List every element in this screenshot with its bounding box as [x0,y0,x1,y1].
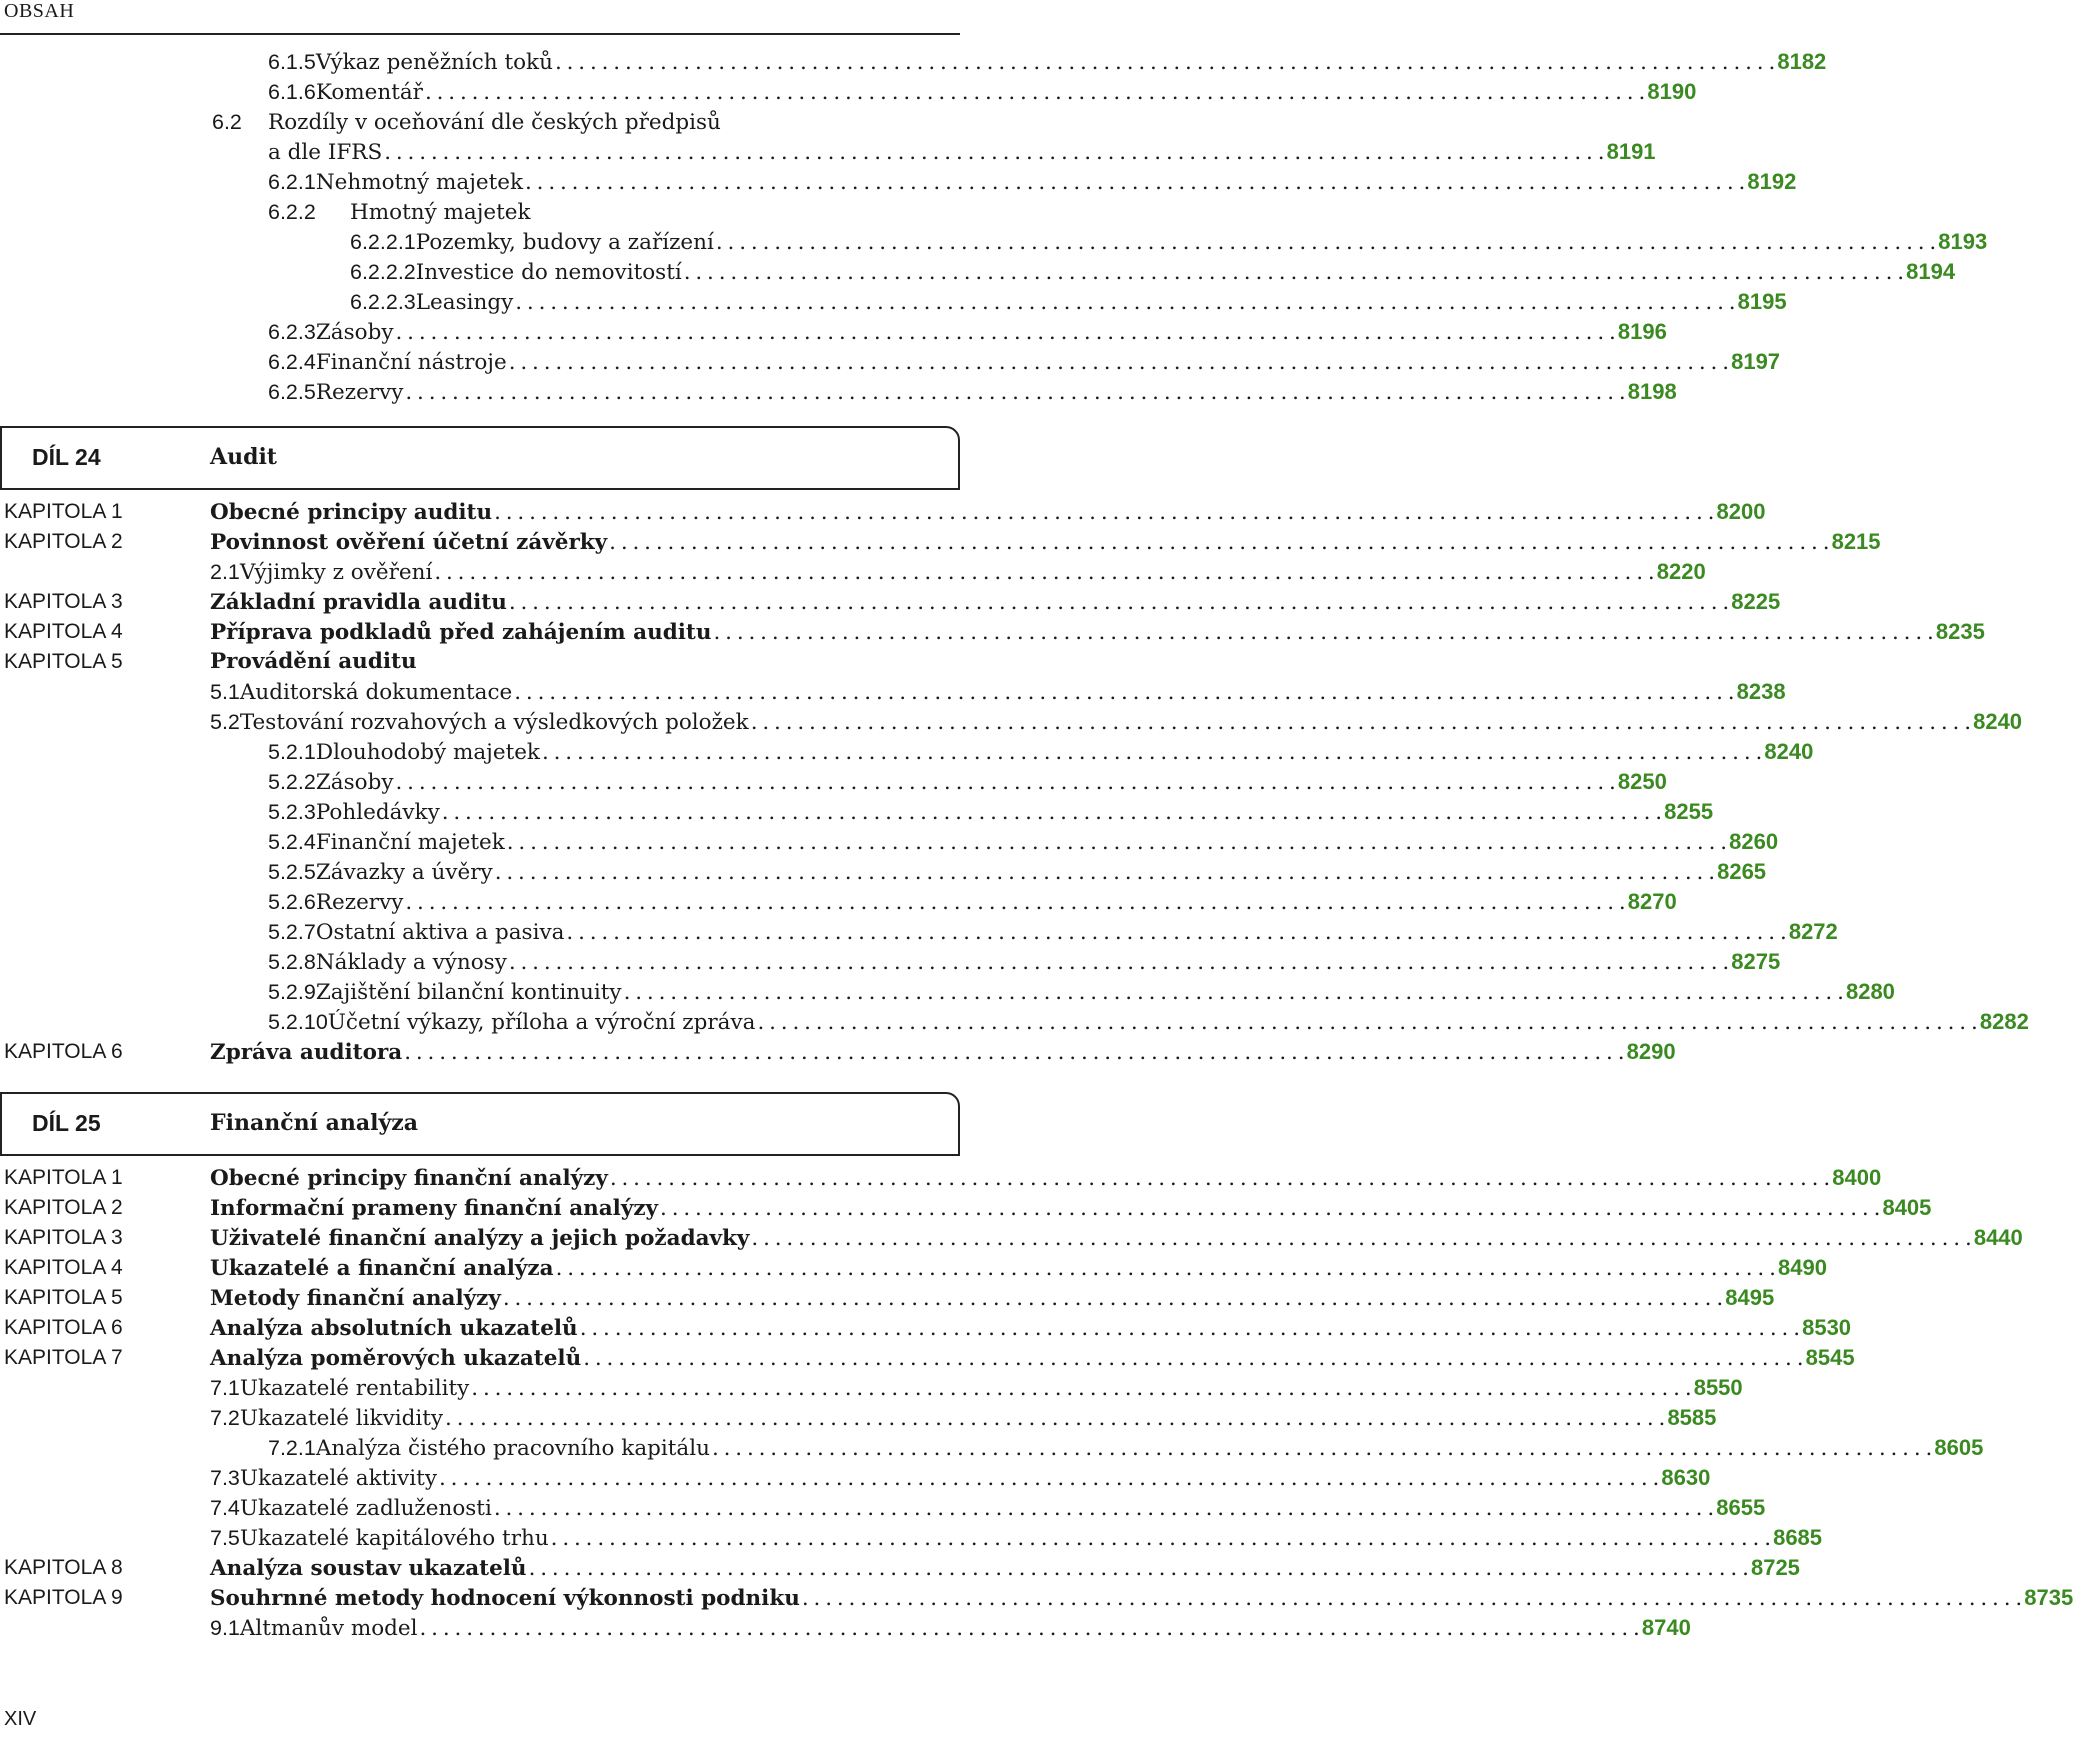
entry-title: Analýza poměrových ukazatelů [210,1346,582,1371]
entry-page-number: 8440 [1973,1225,2023,1250]
chapter-label: KAPITOLA 4 [4,620,123,643]
toc-entry[interactable] [268,377,1677,407]
entry-page-number: 8215 [1831,529,1881,554]
dot-leader [556,1254,1775,1284]
toc-entry[interactable] [268,167,1797,197]
dot-leader [445,1404,1664,1434]
dot-leader [509,348,1728,378]
entry-page-number: 8200 [1716,499,1766,524]
part-title: Finanční analýza [210,1110,419,1136]
entry-page-number: 8685 [1773,1525,1823,1550]
entry-number: 5.2.6 [268,890,316,914]
part-heading [0,426,960,490]
dot-leader [439,1464,1658,1494]
entry-title: Altmanův model [239,1616,418,1641]
dot-leader [660,1194,1879,1224]
dot-leader [507,828,1726,858]
entry-page-number: 8545 [1805,1345,1855,1370]
entry-title: Zajištění bilanční kontinuity [315,980,622,1005]
header-rule [0,33,960,35]
entry-title: Výjimky z ověření [239,560,433,585]
chapter-label: KAPITOLA 1 [4,1166,123,1189]
entry-title: Závazky a úvěry [315,860,493,885]
entry-title: Investice do nemovitostí [415,260,682,285]
entry-page-number: 8235 [1935,619,1985,644]
entry-number: 5.2.7 [268,920,316,944]
entry-title: Informační prameny finanční analýzy [210,1196,659,1221]
dot-leader [515,288,1734,318]
entry-title: Nehmotný majetek [315,170,523,195]
entry-number: 7.3 [210,1466,240,1490]
part-title: Audit [210,444,277,470]
dot-leader [751,1224,1970,1254]
chapter-label: KAPITOLA 3 [4,590,123,613]
entry-page-number: 8225 [1731,589,1781,614]
entry-number: 5.2.8 [268,950,316,974]
entry-page-number: 8400 [1832,1165,1882,1190]
entry-page-number: 8196 [1617,319,1667,344]
entry-number: 5.2.4 [268,830,316,854]
entry-title: Dlouhodobý majetek [315,740,540,765]
dot-leader [802,1584,2021,1614]
entry-title: Ukazatelé kapitálového trhu [239,1526,549,1551]
entry-title: Pozemky, budovy a zařízení [415,230,714,255]
toc-entry[interactable] [210,1403,1717,1433]
toc-entry[interactable] [268,47,1827,77]
entry-title: Zpráva auditora [210,1040,403,1065]
dot-leader [716,228,1935,258]
entry-number: 5.2.3 [268,800,316,824]
dot-leader [405,378,1624,408]
entry-number: 9.1 [210,1616,240,1640]
toc-entry[interactable] [210,647,950,677]
entry-title: Účetní výkazy, příloha a výroční zpráva [327,1010,756,1035]
entry-title: Hmotný majetek [350,200,531,225]
entry-number: 6.2.2.1 [350,230,416,254]
toc-entry[interactable] [210,1463,1711,1493]
toc-entry[interactable] [350,257,1956,287]
toc-entry[interactable] [210,1313,1852,1343]
entry-number: 6.2.2 [268,200,316,224]
entry-page-number: 8250 [1617,769,1667,794]
dot-leader [434,558,1653,588]
dot-leader [495,858,1714,888]
entry-title: Ukazatelé zadluženosti [239,1496,492,1521]
part-label: DÍL 25 [32,1110,101,1136]
entry-title: Rozdíly v oceňování dle českých předpisů [268,110,721,135]
entry-number: 7.1 [210,1376,240,1400]
toc-entry[interactable] [210,1523,1823,1553]
entry-title: Výkaz peněžních toků [315,50,553,75]
entry-number: 5.2.1 [268,740,316,764]
entry-page-number: 8190 [1647,79,1697,104]
entry-page-number: 8193 [1938,229,1988,254]
entry-title: a dle IFRS [268,140,383,165]
entry-page-number: 8191 [1606,139,1656,164]
toc-entry[interactable] [210,1037,1676,1067]
dot-leader [551,1524,1770,1554]
chapter-label: KAPITOLA 3 [4,1226,123,1249]
dot-leader [395,768,1614,798]
dot-leader [714,618,1933,648]
entry-page-number: 8197 [1731,349,1781,374]
running-header [0,0,960,33]
toc-entry[interactable] [268,917,1838,947]
entry-page-number: 8240 [1973,709,2023,734]
toc-entry[interactable] [268,977,1895,1007]
entry-title: Zásoby [315,770,394,795]
entry-title: Pohledávky [315,800,440,825]
entry-page-number: 8238 [1736,679,1786,704]
entry-page-number: 8585 [1667,1405,1717,1430]
entry-title: Finanční majetek [315,830,505,855]
entry-page-number: 8282 [1979,1009,2029,1034]
toc-entry[interactable] [268,797,1714,827]
entry-page-number: 8192 [1747,169,1797,194]
entry-page-number: 8265 [1717,859,1767,884]
part-label: DÍL 24 [32,444,101,470]
toc-entry[interactable] [268,737,1814,767]
chapter-label: KAPITOLA 1 [4,500,123,523]
entry-page-number: 8630 [1661,1465,1711,1490]
entry-page-number: 8530 [1802,1315,1852,1340]
toc-entry[interactable] [268,887,1677,917]
header-label: OBSAH [4,0,75,22]
chapter-label: KAPITOLA 6 [4,1316,123,1339]
entry-number: 5.2.2 [268,770,316,794]
toc-entry[interactable] [268,317,1667,347]
dot-leader [751,708,1970,738]
entry-number: 6.2.1 [268,170,316,194]
toc-entry[interactable] [210,1163,1882,1193]
entry-title: Ukazatelé a finanční analýza [210,1256,554,1281]
entry-title: Ostatní aktiva a pasiva [315,920,565,945]
toc-entry[interactable] [210,1553,1800,1583]
entry-page-number: 8290 [1626,1039,1676,1064]
entry-title: Auditorská dokumentace [239,680,513,705]
entry-title: Souhrnné metody hodnocení výkonnosti podniku [210,1586,800,1611]
entry-page-number: 8490 [1777,1255,1827,1280]
entry-page-number: 8220 [1656,559,1706,584]
toc-entry[interactable] [210,1373,1743,1403]
toc-entry[interactable] [210,1223,2023,1253]
toc-entry[interactable] [268,857,1767,887]
dot-leader [609,528,1828,558]
dot-leader [542,738,1761,768]
chapter-label: KAPITOLA 5 [4,1286,123,1309]
entry-page-number: 8260 [1729,829,1779,854]
toc-entry[interactable] [210,1253,1827,1283]
entry-number: 6.2.5 [268,380,316,404]
entry-page-number: 8605 [1934,1435,1984,1460]
entry-page-number: 8280 [1845,979,1895,1004]
entry-number: 5.2.10 [268,1010,328,1034]
entry-title: Základní pravidla auditu [210,590,507,615]
dot-leader [494,498,1713,528]
chapter-label: KAPITOLA 9 [4,1586,123,1609]
entry-number: 6.2.2.2 [350,260,416,284]
chapter-label: KAPITOLA 2 [4,1196,123,1219]
dot-leader [420,1614,1639,1644]
entry-title: Analýza absolutních ukazatelů [210,1316,578,1341]
entry-title: Analýza čistého pracovního kapitálu [315,1436,710,1461]
entry-title: Ukazatelé likvidity [239,1406,444,1431]
page-number: XIV [4,1708,37,1730]
entry-number: 6.2.4 [268,350,316,374]
toc-entry[interactable] [210,557,1706,587]
entry-title: Zásoby [315,320,394,345]
toc-entry[interactable] [268,347,1781,377]
toc-entry[interactable] [210,1493,1766,1523]
dot-leader [580,1314,1799,1344]
chapter-label: KAPITOLA 7 [4,1346,123,1369]
toc-entry[interactable] [210,497,1766,527]
entry-number: 6.2.2.3 [350,290,416,314]
entry-page-number: 8240 [1764,739,1814,764]
entry-title: Ukazatelé rentability [239,1376,470,1401]
entry-page-number: 8182 [1777,49,1827,74]
dot-leader [525,168,1744,198]
entry-page-number: 8405 [1882,1195,1932,1220]
dot-leader [684,258,1903,288]
toc-entry[interactable] [210,617,1985,647]
toc-entry[interactable] [210,677,1786,707]
entry-page-number: 8725 [1750,1555,1800,1580]
chapter-label: KAPITOLA 8 [4,1556,123,1579]
dot-leader [610,1164,1829,1194]
entry-page-number: 8195 [1737,289,1787,314]
dot-leader [529,1554,1748,1584]
entry-page-number: 8735 [2024,1585,2073,1610]
dot-leader [494,1494,1713,1524]
toc-entry[interactable] [268,137,1656,167]
entry-number: 7.5 [210,1526,240,1550]
toc-entry[interactable] [210,707,2023,737]
dot-leader [509,948,1728,978]
entry-number: 6.2.3 [268,320,316,344]
entry-title: Rezervy [315,380,404,405]
entry-title: Leasingy [415,290,514,315]
entry-number: 6.1.6 [268,80,316,104]
dot-leader [712,1434,1931,1464]
entry-number: 7.2 [210,1406,240,1430]
entry-title: Analýza soustav ukazatelů [210,1556,527,1581]
entry-page-number: 8740 [1641,1615,1691,1640]
entry-number: 5.1 [210,680,240,704]
entry-title: Metody finanční analýzy [210,1286,501,1311]
dot-leader [566,918,1785,948]
dot-leader [442,798,1661,828]
toc-entry[interactable] [268,1007,2029,1037]
toc-entry[interactable] [268,197,950,227]
entry-title: Příprava podkladů před zahájením auditu [210,620,712,645]
toc-entry[interactable] [268,77,1697,107]
toc-entry[interactable] [268,767,1667,797]
dot-leader [395,318,1614,348]
entry-page-number: 8275 [1731,949,1781,974]
dot-leader [503,1284,1722,1314]
entry-title: Finanční nástroje [315,350,507,375]
toc-entry[interactable] [268,827,1779,857]
dot-leader [555,48,1774,78]
entry-page-number: 8655 [1716,1495,1766,1520]
entry-number: 6.2 [212,110,242,134]
dot-leader [514,678,1733,708]
entry-number: 5.2.9 [268,980,316,1004]
entry-page-number: 8495 [1725,1285,1775,1310]
entry-title: Komentář [315,80,423,105]
entry-page-number: 8194 [1906,259,1956,284]
dot-leader [404,1038,1623,1068]
toc-entry[interactable] [210,1343,1855,1373]
dot-leader [757,1008,1976,1038]
chapter-label: KAPITOLA 4 [4,1256,123,1279]
entry-title: Rezervy [315,890,404,915]
toc-entry[interactable] [210,1283,1775,1313]
toc-entry[interactable] [268,947,1781,977]
toc-entry[interactable] [350,287,1787,317]
dot-leader [405,888,1624,918]
entry-title: Provádění auditu [210,649,417,674]
entry-title: Náklady a výnosy [315,950,507,975]
entry-title: Obecné principy auditu [210,500,493,525]
toc-entry[interactable] [210,1583,2073,1613]
toc-entry[interactable] [268,1433,1984,1463]
toc-entry[interactable] [210,527,1881,557]
dot-leader [384,138,1603,168]
entry-number: 6.1.5 [268,50,316,74]
entry-title: Uživatelé finanční analýzy a jejich požadavky [210,1226,750,1251]
toc-entry[interactable] [210,587,1781,617]
entry-page-number: 8255 [1664,799,1714,824]
entry-title: Obecné principy finanční analýzy [210,1166,608,1191]
dot-leader [583,1344,1802,1374]
entry-page-number: 8270 [1627,889,1677,914]
entry-title: Ukazatelé aktivity [239,1466,437,1491]
entry-page-number: 8198 [1627,379,1677,404]
entry-number: 2.1 [210,560,240,584]
entry-number: 5.2 [210,710,240,734]
toc-entry[interactable] [212,107,950,137]
dot-leader [624,978,1843,1008]
chapter-label: KAPITOLA 2 [4,530,123,553]
dot-leader [425,78,1644,108]
chapter-label: KAPITOLA 6 [4,1040,123,1063]
part-heading [0,1092,960,1156]
entry-title: Povinnost ověření účetní závěrky [210,530,608,555]
toc-entry[interactable] [350,227,1988,257]
entry-title: Testování rozvahových a výsledkových položek [239,710,749,735]
toc-entry[interactable] [210,1613,1691,1643]
entry-number: 5.2.5 [268,860,316,884]
entry-page-number: 8272 [1788,919,1838,944]
entry-page-number: 8550 [1693,1375,1743,1400]
toc-entry[interactable] [210,1193,1932,1223]
dot-leader [509,588,1728,618]
entry-number: 7.2.1 [268,1436,316,1460]
entry-number: 7.4 [210,1496,240,1520]
dot-leader [471,1374,1690,1404]
chapter-label: KAPITOLA 5 [4,650,123,673]
